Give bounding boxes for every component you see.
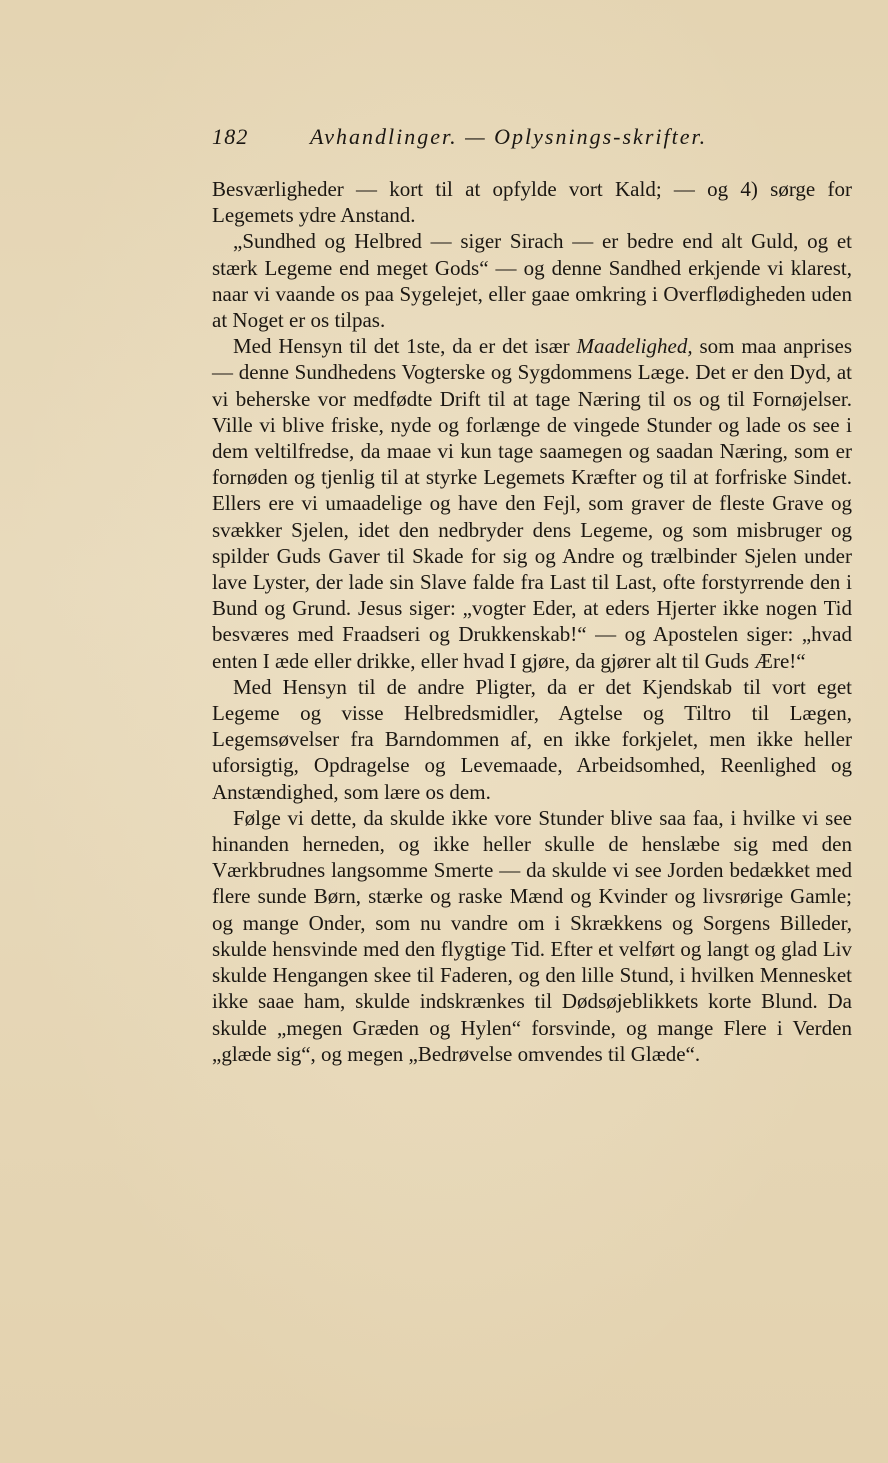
running-title: Avhandlinger. — Oplysnings-skrifter. (310, 124, 708, 149)
paragraph (212, 674, 852, 805)
body-text (212, 176, 852, 1067)
paragraph (212, 333, 852, 674)
paragraph-text: „Sundhed og Helbred — siger Sirach — er bedre end alt Guld, og et stærk Legeme end meget Gods“ — og denne Sandhed erkjende vi klarest, naar vi vaande os paa Sygelejet, eller gaae omkring i Overflødigheden uden at Noget er os tilpas. (212, 229, 852, 333)
paragraph-text: Med Hensyn til de andre Pligter, da er det Kjendskab til vort eget Legeme og visse Helbredsmidler, Agtelse og Tiltro til Lægen, Legemsøvelser fra Barndommen af, en ikke forkjelet, men ikke heller uforsigtig, Opdragelse og Levemaade, Arbeidsomhed, Reenlighed og Anstændighed, som lære os dem. (212, 674, 852, 804)
paragraph-text: Følge vi dette, da skulde ikke vore Stunder blive saa faa, i hvilke vi see hinanden herneden, og ikke heller skulle de henslæbe sig med den Værkbrudnes langsomme Smerte — da skulde vi see Jorden bedækket med flere sunde Børn, stærke og raske Mænd og Kvinder og livsrørige Gamle; og mange Onder, som nu vandre om i Skrækkens og Sorgens Billeder, skulde hensvinde med den flygtige Tid. Efter et velført og langt og glad Liv skulde Hengangen skee til Faderen, og den lille Stund, i hvilken Mennesket ikke saae ham, skulde indskrænkes til Dødsøjeblikkets korte Blund. Da skulde „megen Græden og Hylen“ forsvinde, og mange Flere i Verden „glæde sig“, og megen „Bedrøvelse omvendes til Glæde“. (212, 805, 852, 1066)
paragraph-text: Med Hensyn til det 1ste, da er det især (233, 334, 577, 359)
paragraph-text: Besværligheder — kort til at opfylde vort Kald; — og 4) sørge for Legemets ydre Anstand. (212, 177, 852, 228)
page-header (212, 124, 852, 160)
page-number: 182 (212, 124, 249, 149)
paragraph (212, 228, 852, 333)
paragraph (212, 805, 852, 1067)
paragraph-text: som maa anprises — denne Sundhedens Vogterske og Sygdommens Læge. Det er den Dyd, at vi beherske vor medfødte Drift til at tage Næring til os og til Fornøjelser. Ville vi blive friske, nyde og forlænge de vingede Stunder og lade os see i dem veltilfredse, da maae vi kun tage saamegen og saadan Næring, som er fornøden og tjenlig til at styrke Legemets Kræfter og til at forfriske Sindet. Ellers ere vi umaadelige og have den Fejl, som graver de fleste Grave og svækker Sjelen, idet den nedbryder dens Legeme, og som misbruger og spilder Guds Gaver til Skade for sig og Andre og trælbinder Sjelen under lave Lyster, der lade sin Slave falde fra Last til Last, ofte forstyrrende den i Bund og Grund. Jesus siger: „vogter Eder, at eders Hjerter ikke nogen Tid besværes med Fraadseri og Drukkenskab!“ — og Apostelen siger: „hvad enten I æde eller drikke, eller hvad I gjøre, da gjører alt til Guds Ære!“ (212, 334, 853, 673)
paragraph-continuation (212, 176, 852, 228)
emphasis-text: Maadelighed, (576, 334, 693, 359)
